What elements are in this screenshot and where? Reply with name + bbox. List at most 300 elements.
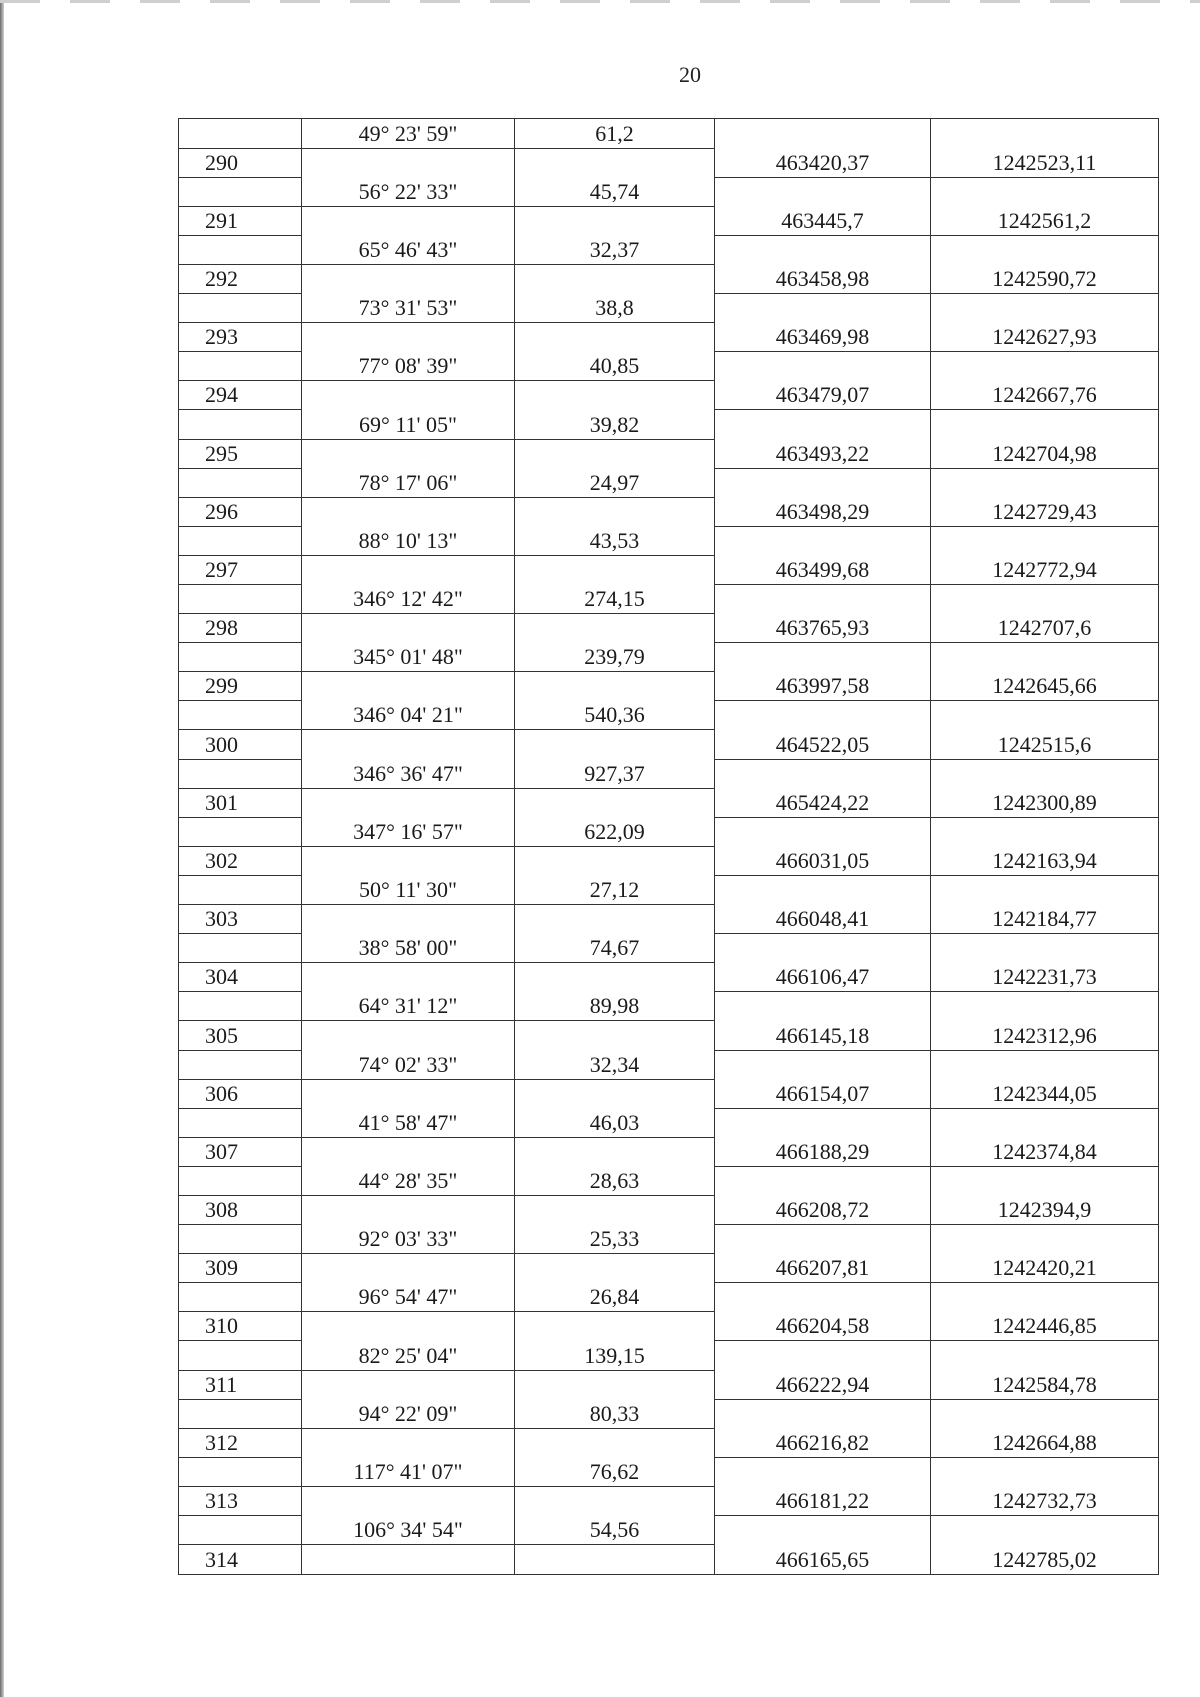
scan-left-edge xyxy=(0,0,4,1697)
table-row xyxy=(179,148,1159,177)
point-cell xyxy=(179,468,302,497)
x-coordinate-cell xyxy=(715,1341,931,1370)
angle-cell: 44° 28' 35" xyxy=(302,1166,515,1195)
x-coordinate-cell xyxy=(715,526,931,555)
distance-cell: 40,85 xyxy=(515,352,715,381)
angle-cell: 106° 34' 54" xyxy=(302,1516,515,1545)
y-coordinate-cell: 1242772,94 xyxy=(931,555,1159,584)
distance-cell: 54,56 xyxy=(515,1516,715,1545)
distance-cell xyxy=(515,963,715,992)
distance-cell: 27,12 xyxy=(515,875,715,904)
x-coordinate-cell xyxy=(715,875,931,904)
distance-cell xyxy=(515,381,715,410)
point-cell xyxy=(179,934,302,963)
x-coordinate-cell xyxy=(715,585,931,614)
x-coordinate-cell: 466181,22 xyxy=(715,1486,931,1515)
y-coordinate-cell xyxy=(931,1050,1159,1079)
y-coordinate-cell xyxy=(931,992,1159,1021)
y-coordinate-cell: 1242163,94 xyxy=(931,846,1159,875)
distance-cell: 24,97 xyxy=(515,468,715,497)
x-coordinate-cell: 466145,18 xyxy=(715,1021,931,1050)
x-coordinate-cell: 466048,41 xyxy=(715,905,931,934)
y-coordinate-cell: 1242300,89 xyxy=(931,788,1159,817)
x-coordinate-cell: 466204,58 xyxy=(715,1312,931,1341)
angle-cell: 73° 31' 53" xyxy=(302,294,515,323)
x-coordinate-cell: 463479,07 xyxy=(715,381,931,410)
table-row xyxy=(179,1486,1159,1515)
table-row xyxy=(179,730,1159,759)
table-row xyxy=(179,1225,1159,1254)
distance-cell xyxy=(515,497,715,526)
table-row xyxy=(179,643,1159,672)
table-row xyxy=(179,585,1159,614)
x-coordinate-cell: 463469,98 xyxy=(715,323,931,352)
y-coordinate-cell xyxy=(931,294,1159,323)
table-row xyxy=(179,119,1159,149)
angle-cell xyxy=(302,206,515,235)
point-cell xyxy=(179,1341,302,1370)
point-cell xyxy=(179,352,302,381)
y-coordinate-cell: 1242627,93 xyxy=(931,323,1159,352)
table-row xyxy=(179,1370,1159,1399)
y-coordinate-cell xyxy=(931,1341,1159,1370)
point-cell: 297 xyxy=(179,555,302,584)
y-coordinate-cell: 1242344,05 xyxy=(931,1079,1159,1108)
x-coordinate-cell: 466031,05 xyxy=(715,846,931,875)
x-coordinate-cell: 463997,58 xyxy=(715,672,931,701)
y-coordinate-cell: 1242729,43 xyxy=(931,497,1159,526)
distance-cell: 43,53 xyxy=(515,526,715,555)
y-coordinate-cell: 1242645,66 xyxy=(931,672,1159,701)
distance-cell: 46,03 xyxy=(515,1108,715,1137)
angle-cell xyxy=(302,264,515,293)
table-row xyxy=(179,439,1159,468)
distance-cell xyxy=(515,1079,715,1108)
point-cell: 312 xyxy=(179,1428,302,1457)
angle-cell xyxy=(302,1254,515,1283)
point-cell: 309 xyxy=(179,1254,302,1283)
distance-cell: 76,62 xyxy=(515,1457,715,1486)
distance-cell: 39,82 xyxy=(515,410,715,439)
distance-cell xyxy=(515,555,715,584)
distance-cell: 927,37 xyxy=(515,759,715,788)
point-cell: 313 xyxy=(179,1486,302,1515)
table-row xyxy=(179,352,1159,381)
table-row xyxy=(179,1516,1159,1545)
x-coordinate-cell: 466216,82 xyxy=(715,1428,931,1457)
distance-cell: 25,33 xyxy=(515,1225,715,1254)
table-row xyxy=(179,468,1159,497)
point-cell xyxy=(179,294,302,323)
x-coordinate-cell: 463420,37 xyxy=(715,148,931,177)
y-coordinate-cell: 1242184,77 xyxy=(931,905,1159,934)
point-cell xyxy=(179,585,302,614)
y-coordinate-cell xyxy=(931,1399,1159,1428)
coordinates-table xyxy=(178,118,1159,1575)
table-row xyxy=(179,1545,1159,1575)
x-coordinate-cell: 463445,7 xyxy=(715,206,931,235)
point-cell xyxy=(179,1457,302,1486)
point-cell xyxy=(179,643,302,672)
point-cell xyxy=(179,235,302,264)
point-cell: 304 xyxy=(179,963,302,992)
y-coordinate-cell xyxy=(931,643,1159,672)
table-row xyxy=(179,177,1159,206)
distance-cell xyxy=(515,1370,715,1399)
x-coordinate-cell xyxy=(715,468,931,497)
angle-cell xyxy=(302,672,515,701)
point-cell xyxy=(179,119,302,149)
point-cell xyxy=(179,701,302,730)
angle-cell xyxy=(302,614,515,643)
x-coordinate-cell xyxy=(715,992,931,1021)
y-coordinate-cell xyxy=(931,410,1159,439)
angle-cell: 56° 22' 33" xyxy=(302,177,515,206)
distance-cell: 32,37 xyxy=(515,235,715,264)
angle-cell xyxy=(302,497,515,526)
y-coordinate-cell xyxy=(931,817,1159,846)
point-cell: 306 xyxy=(179,1079,302,1108)
x-coordinate-cell xyxy=(715,294,931,323)
point-cell: 311 xyxy=(179,1370,302,1399)
x-coordinate-cell xyxy=(715,1283,931,1312)
distance-cell xyxy=(515,1545,715,1575)
angle-cell xyxy=(302,439,515,468)
point-cell xyxy=(179,410,302,439)
table-row xyxy=(179,1166,1159,1195)
y-coordinate-cell xyxy=(931,1225,1159,1254)
table-row xyxy=(179,817,1159,846)
x-coordinate-cell xyxy=(715,643,931,672)
y-coordinate-cell xyxy=(931,934,1159,963)
angle-cell: 38° 58' 00" xyxy=(302,934,515,963)
angle-cell: 50° 11' 30" xyxy=(302,875,515,904)
angle-cell xyxy=(302,1195,515,1224)
point-cell: 307 xyxy=(179,1137,302,1166)
point-cell xyxy=(179,1050,302,1079)
point-cell: 295 xyxy=(179,439,302,468)
y-coordinate-cell xyxy=(931,759,1159,788)
angle-cell: 78° 17' 06" xyxy=(302,468,515,497)
x-coordinate-cell: 466188,29 xyxy=(715,1137,931,1166)
table-row xyxy=(179,235,1159,264)
x-coordinate-cell xyxy=(715,119,931,149)
x-coordinate-cell: 466222,94 xyxy=(715,1370,931,1399)
table-row xyxy=(179,1254,1159,1283)
point-cell xyxy=(179,1283,302,1312)
point-cell: 301 xyxy=(179,788,302,817)
distance-cell xyxy=(515,1021,715,1050)
page-number: 20 xyxy=(679,62,701,87)
x-coordinate-cell xyxy=(715,1108,931,1137)
point-cell xyxy=(179,1399,302,1428)
x-coordinate-cell: 463499,68 xyxy=(715,555,931,584)
x-coordinate-cell xyxy=(715,235,931,264)
angle-cell xyxy=(302,1370,515,1399)
table-row xyxy=(179,1341,1159,1370)
distance-cell: 26,84 xyxy=(515,1283,715,1312)
y-coordinate-cell xyxy=(931,875,1159,904)
y-coordinate-cell: 1242394,9 xyxy=(931,1195,1159,1224)
angle-cell xyxy=(302,1137,515,1166)
y-coordinate-cell xyxy=(931,468,1159,497)
point-cell: 300 xyxy=(179,730,302,759)
y-coordinate-cell xyxy=(931,1457,1159,1486)
point-cell xyxy=(179,177,302,206)
angle-cell: 345° 01' 48" xyxy=(302,643,515,672)
angle-cell: 65° 46' 43" xyxy=(302,235,515,264)
table-row xyxy=(179,323,1159,352)
table-row xyxy=(179,846,1159,875)
distance-cell: 80,33 xyxy=(515,1399,715,1428)
x-coordinate-cell: 466154,07 xyxy=(715,1079,931,1108)
distance-cell: 540,36 xyxy=(515,701,715,730)
y-coordinate-cell: 1242515,6 xyxy=(931,730,1159,759)
angle-cell xyxy=(302,1079,515,1108)
x-coordinate-cell xyxy=(715,701,931,730)
angle-cell: 346° 12' 42" xyxy=(302,585,515,614)
table-row xyxy=(179,410,1159,439)
distance-cell xyxy=(515,614,715,643)
y-coordinate-cell xyxy=(931,701,1159,730)
distance-cell: 89,98 xyxy=(515,992,715,1021)
angle-cell: 69° 11' 05" xyxy=(302,410,515,439)
table-row xyxy=(179,526,1159,555)
distance-cell xyxy=(515,672,715,701)
x-coordinate-cell xyxy=(715,410,931,439)
distance-cell xyxy=(515,439,715,468)
table-row xyxy=(179,934,1159,963)
angle-cell: 41° 58' 47" xyxy=(302,1108,515,1137)
point-cell: 293 xyxy=(179,323,302,352)
angle-cell xyxy=(302,963,515,992)
table-row xyxy=(179,1283,1159,1312)
distance-cell xyxy=(515,788,715,817)
distance-cell: 74,67 xyxy=(515,934,715,963)
x-coordinate-cell xyxy=(715,352,931,381)
table-row xyxy=(179,1108,1159,1137)
y-coordinate-cell: 1242785,02 xyxy=(931,1545,1159,1575)
angle-cell xyxy=(302,1545,515,1575)
y-coordinate-cell: 1242561,2 xyxy=(931,206,1159,235)
table-row xyxy=(179,1079,1159,1108)
y-coordinate-cell xyxy=(931,235,1159,264)
table-row xyxy=(179,1195,1159,1224)
distance-cell xyxy=(515,846,715,875)
point-cell: 310 xyxy=(179,1312,302,1341)
angle-cell xyxy=(302,846,515,875)
point-cell xyxy=(179,1225,302,1254)
x-coordinate-cell: 463493,22 xyxy=(715,439,931,468)
point-cell xyxy=(179,1166,302,1195)
y-coordinate-cell xyxy=(931,526,1159,555)
point-cell: 303 xyxy=(179,905,302,934)
y-coordinate-cell: 1242707,6 xyxy=(931,614,1159,643)
distance-cell xyxy=(515,1195,715,1224)
distance-cell: 28,63 xyxy=(515,1166,715,1195)
distance-cell: 61,2 xyxy=(515,119,715,149)
table-row xyxy=(179,294,1159,323)
angle-cell: 94° 22' 09" xyxy=(302,1399,515,1428)
y-coordinate-cell xyxy=(931,352,1159,381)
point-cell: 314 xyxy=(179,1545,302,1575)
y-coordinate-cell: 1242523,11 xyxy=(931,148,1159,177)
distance-cell xyxy=(515,1254,715,1283)
y-coordinate-cell xyxy=(931,1283,1159,1312)
angle-cell xyxy=(302,148,515,177)
point-cell: 296 xyxy=(179,497,302,526)
angle-cell xyxy=(302,730,515,759)
y-coordinate-cell: 1242420,21 xyxy=(931,1254,1159,1283)
table-row xyxy=(179,497,1159,526)
y-coordinate-cell: 1242664,88 xyxy=(931,1428,1159,1457)
point-cell: 291 xyxy=(179,206,302,235)
y-coordinate-cell: 1242667,76 xyxy=(931,381,1159,410)
point-cell xyxy=(179,526,302,555)
x-coordinate-cell xyxy=(715,1166,931,1195)
angle-cell: 77° 08' 39" xyxy=(302,352,515,381)
distance-cell xyxy=(515,1137,715,1166)
x-coordinate-cell xyxy=(715,1399,931,1428)
angle-cell xyxy=(302,1486,515,1515)
y-coordinate-cell: 1242374,84 xyxy=(931,1137,1159,1166)
y-coordinate-cell xyxy=(931,119,1159,149)
angle-cell xyxy=(302,555,515,584)
x-coordinate-cell: 463498,29 xyxy=(715,497,931,526)
scan-top-edge xyxy=(0,0,1200,3)
angle-cell: 117° 41' 07" xyxy=(302,1457,515,1486)
angle-cell xyxy=(302,323,515,352)
y-coordinate-cell xyxy=(931,585,1159,614)
x-coordinate-cell: 464522,05 xyxy=(715,730,931,759)
angle-cell xyxy=(302,1021,515,1050)
table-row xyxy=(179,381,1159,410)
x-coordinate-cell xyxy=(715,1516,931,1545)
distance-cell xyxy=(515,206,715,235)
y-coordinate-cell xyxy=(931,1108,1159,1137)
table-row xyxy=(179,759,1159,788)
angle-cell: 346° 04' 21" xyxy=(302,701,515,730)
y-coordinate-cell: 1242446,85 xyxy=(931,1312,1159,1341)
table-row xyxy=(179,614,1159,643)
angle-cell: 88° 10' 13" xyxy=(302,526,515,555)
table-row xyxy=(179,1050,1159,1079)
distance-cell: 45,74 xyxy=(515,177,715,206)
point-cell xyxy=(179,1516,302,1545)
y-coordinate-cell: 1242704,98 xyxy=(931,439,1159,468)
point-cell: 302 xyxy=(179,846,302,875)
distance-cell: 274,15 xyxy=(515,585,715,614)
angle-cell xyxy=(302,1312,515,1341)
table-row xyxy=(179,206,1159,235)
angle-cell: 82° 25' 04" xyxy=(302,1341,515,1370)
table-row xyxy=(179,992,1159,1021)
table-row xyxy=(179,788,1159,817)
x-coordinate-cell xyxy=(715,817,931,846)
x-coordinate-cell xyxy=(715,759,931,788)
angle-cell: 92° 03' 33" xyxy=(302,1225,515,1254)
distance-cell: 139,15 xyxy=(515,1341,715,1370)
distance-cell xyxy=(515,323,715,352)
table-row xyxy=(179,1021,1159,1050)
table-row xyxy=(179,1428,1159,1457)
table-row xyxy=(179,1137,1159,1166)
y-coordinate-cell xyxy=(931,1166,1159,1195)
point-cell xyxy=(179,1108,302,1137)
point-cell: 294 xyxy=(179,381,302,410)
point-cell: 308 xyxy=(179,1195,302,1224)
point-cell xyxy=(179,817,302,846)
angle-cell: 64° 31' 12" xyxy=(302,992,515,1021)
angle-cell xyxy=(302,381,515,410)
distance-cell xyxy=(515,730,715,759)
x-coordinate-cell xyxy=(715,934,931,963)
angle-cell: 96° 54' 47" xyxy=(302,1283,515,1312)
distance-cell xyxy=(515,1312,715,1341)
x-coordinate-cell: 465424,22 xyxy=(715,788,931,817)
y-coordinate-cell: 1242312,96 xyxy=(931,1021,1159,1050)
table-row xyxy=(179,264,1159,293)
y-coordinate-cell: 1242732,73 xyxy=(931,1486,1159,1515)
angle-cell xyxy=(302,905,515,934)
angle-cell xyxy=(302,1428,515,1457)
x-coordinate-cell: 463458,98 xyxy=(715,264,931,293)
distance-cell xyxy=(515,1428,715,1457)
point-cell: 290 xyxy=(179,148,302,177)
point-cell xyxy=(179,992,302,1021)
distance-cell xyxy=(515,1486,715,1515)
x-coordinate-cell: 466207,81 xyxy=(715,1254,931,1283)
distance-cell: 32,34 xyxy=(515,1050,715,1079)
angle-cell: 347° 16' 57" xyxy=(302,817,515,846)
y-coordinate-cell: 1242590,72 xyxy=(931,264,1159,293)
point-cell: 298 xyxy=(179,614,302,643)
x-coordinate-cell: 466165,65 xyxy=(715,1545,931,1575)
distance-cell: 239,79 xyxy=(515,643,715,672)
point-cell: 299 xyxy=(179,672,302,701)
y-coordinate-cell xyxy=(931,1516,1159,1545)
y-coordinate-cell: 1242584,78 xyxy=(931,1370,1159,1399)
table-row xyxy=(179,905,1159,934)
table-row xyxy=(179,875,1159,904)
table-row xyxy=(179,1399,1159,1428)
x-coordinate-cell: 463765,93 xyxy=(715,614,931,643)
point-cell xyxy=(179,759,302,788)
x-coordinate-cell xyxy=(715,177,931,206)
y-coordinate-cell: 1242231,73 xyxy=(931,963,1159,992)
table-body xyxy=(179,119,1159,1575)
distance-cell xyxy=(515,264,715,293)
x-coordinate-cell xyxy=(715,1457,931,1486)
x-coordinate-cell: 466208,72 xyxy=(715,1195,931,1224)
angle-cell: 74° 02' 33" xyxy=(302,1050,515,1079)
y-coordinate-cell xyxy=(931,177,1159,206)
point-cell: 292 xyxy=(179,264,302,293)
point-cell: 305 xyxy=(179,1021,302,1050)
x-coordinate-cell: 466106,47 xyxy=(715,963,931,992)
x-coordinate-cell xyxy=(715,1225,931,1254)
coordinates-table-container xyxy=(178,118,1154,1575)
point-cell xyxy=(179,875,302,904)
distance-cell: 622,09 xyxy=(515,817,715,846)
distance-cell xyxy=(515,148,715,177)
angle-cell: 49° 23' 59" xyxy=(302,119,515,149)
angle-cell: 346° 36' 47" xyxy=(302,759,515,788)
table-row xyxy=(179,1457,1159,1486)
distance-cell xyxy=(515,905,715,934)
table-row xyxy=(179,555,1159,584)
table-row xyxy=(179,672,1159,701)
